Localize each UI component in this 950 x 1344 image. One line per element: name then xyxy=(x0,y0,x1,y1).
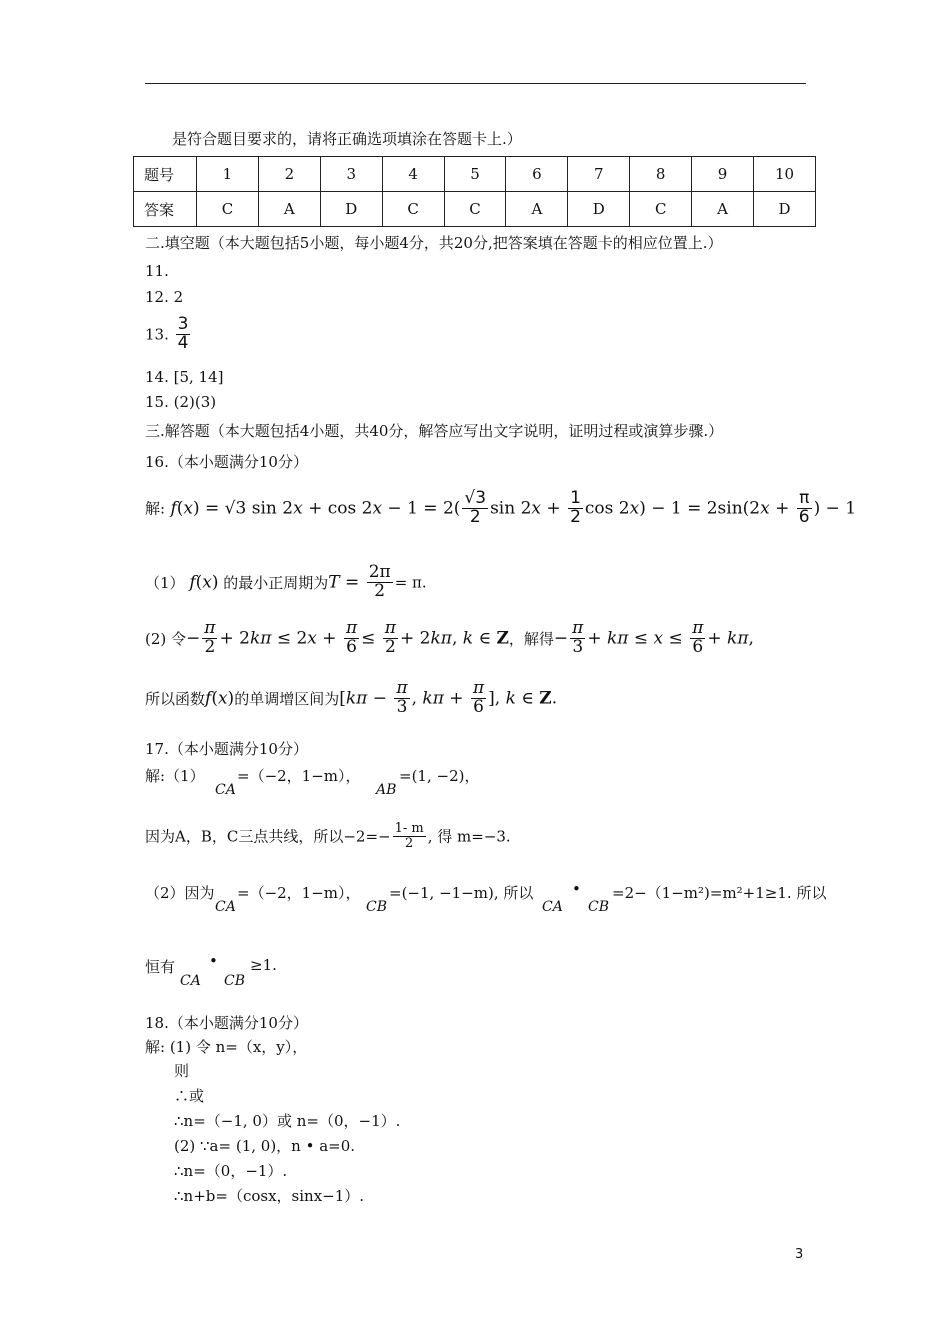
table-cell: D xyxy=(568,192,630,227)
vector-ca-label: CA xyxy=(180,973,201,989)
q17-line3-cb: =(−1, −1−m), 所以 xyxy=(389,884,534,902)
table-cell: C xyxy=(444,192,506,227)
fill-q11: 11. xyxy=(145,262,169,280)
fill-q13-fraction xyxy=(176,316,191,353)
fill-q15: 15. (2)(3) xyxy=(145,393,217,411)
table-cell: D xyxy=(320,192,382,227)
table-cell: A xyxy=(506,192,568,227)
table-cell: 10 xyxy=(754,157,816,192)
vector-cb-label: CB xyxy=(588,899,609,915)
q18-line: (2) ∵a= (1, 0)，n • a=0. xyxy=(174,1137,356,1155)
row-label-answer: 答案 xyxy=(134,192,197,227)
row-label-number: 题号 xyxy=(134,157,197,192)
vector-cb-label: CB xyxy=(366,899,387,915)
vector-ca-label: CA xyxy=(542,899,563,915)
vector-ab-label: AB xyxy=(376,782,397,798)
q16-part2: (2) 令− $\frac{\pi}{2}$ + 2kπ ≤ 2x + $\frac{\pi}{6}$ ≤ $\frac{\pi}{2}$ + 2kπ, k ∈ Z，解得− $\frac{\pi}{3}$ + kπ ≤ x ≤ $\frac{\pi}{6}$ + kπ, xyxy=(145,618,754,657)
fill-q12: 12. 2 xyxy=(145,288,184,306)
table-cell: 4 xyxy=(382,157,444,192)
fraction-numerator: 1- m xyxy=(394,821,424,836)
part1-prefix: （1） xyxy=(145,573,185,592)
q17-line1-prefix: 解:（1） xyxy=(145,767,205,785)
line2-suffix: , 得 m=−3. xyxy=(427,827,511,846)
fill-q13-label: 13. xyxy=(145,325,169,344)
q18-line: ∴或 xyxy=(174,1087,205,1105)
fraction-denominator: 4 xyxy=(177,332,189,353)
table-cell: 5 xyxy=(444,157,506,192)
q17-line4-suffix: ≥1. xyxy=(250,956,277,974)
dot-product-symbol: • xyxy=(209,952,218,970)
table-cell: A xyxy=(258,192,320,227)
table-cell: C xyxy=(630,192,692,227)
fraction-numerator: 3 xyxy=(177,314,189,334)
q18-line: ∴n+b=（cosx，sinx−1）. xyxy=(174,1187,365,1205)
q16-header: 16.（本小题满分10分） xyxy=(145,453,308,471)
table-cell: A xyxy=(692,192,754,227)
q18-header: 18.（本小题满分10分） xyxy=(145,1014,308,1032)
page-number: 3 xyxy=(795,1247,804,1262)
q18-line: ∴n=（−1, 0）或 n=（0，−1）. xyxy=(174,1112,401,1130)
q18-line: ∴n=（0，−1）. xyxy=(174,1162,288,1180)
q16-conclusion: 所以函数f(x)的单调增区间为[kπ − $\frac{\pi}{3}$ , kπ + $\frac{\pi}{6}$ ], k ∈ Z. xyxy=(145,678,558,717)
fill-q14: 14. [5, 14] xyxy=(145,368,224,386)
q17-line1-ab: =(1, −2)， xyxy=(399,767,480,785)
q18-line: 则 xyxy=(174,1062,190,1080)
table-cell: 3 xyxy=(320,157,382,192)
line2-prefix: 因为A，B，C三点共线，所以−2=− xyxy=(145,827,391,846)
table-cell: C xyxy=(382,192,444,227)
answer-table xyxy=(133,156,816,227)
section2-heading: 二.填空题（本大题包括5小题，每小题4分，共20分,把答案填在答题卡的相应位置上.） xyxy=(145,234,723,252)
table-row xyxy=(134,157,816,192)
header-rule xyxy=(145,83,806,84)
q17-line3-prefix: （2）因为 xyxy=(145,884,215,902)
q17-header: 17.（本小题满分10分） xyxy=(145,740,308,758)
table-cell: D xyxy=(754,192,816,227)
q17-line2 xyxy=(145,822,511,850)
q16-part1: （1） f(x) 的最小正周期为T = $\frac{2\pi}{2}$ = π. xyxy=(145,562,427,601)
conclusion-mid: 的单调增区间为 xyxy=(234,689,340,708)
table-cell: 6 xyxy=(506,157,568,192)
fraction-denominator: 2 xyxy=(405,835,414,851)
vector-ca-label: CA xyxy=(215,782,236,798)
q17-line3-ca: =（−2，1−m）， xyxy=(237,884,361,902)
vector-ca-label: CA xyxy=(215,899,236,915)
q17-line4-prefix: 恒有 xyxy=(145,958,176,976)
table-cell: 8 xyxy=(630,157,692,192)
conclusion-prefix: 所以函数 xyxy=(145,689,206,708)
q17-line1-ca: =（−2，1−m）， xyxy=(237,767,361,785)
fill-q13 xyxy=(145,316,192,353)
vector-cb-label: CB xyxy=(224,973,245,989)
table-row xyxy=(134,192,816,227)
table-cell: 9 xyxy=(692,157,754,192)
q17-line3-result: =2−（1−m²)=m²+1≥1. 所以 xyxy=(612,884,827,902)
table-cell: 2 xyxy=(258,157,320,192)
part2-prefix: (2) 令 xyxy=(145,629,187,648)
dot-product-symbol: • xyxy=(572,880,581,898)
section3-heading: 三.解答题（本大题包括4小题，共40分，解答应写出文字说明，证明过程或演算步骤.） xyxy=(145,422,724,440)
q16-formula: 解: f(x) = √3 sin 2x + cos 2x − 1 = 2( $\frac{√3}{2}$ sin 2x + $\frac{1}{2}$ cos 2x) − 1 = 2sin(2x + $\frac{\pi}{6}$ ) − 1 xyxy=(145,488,857,527)
table-cell: C xyxy=(197,192,259,227)
part1-text: 的最小正周期为 xyxy=(223,573,329,592)
table-cell: 7 xyxy=(568,157,630,192)
q18-line: 解: (1) 令 n=（x，y）， xyxy=(145,1038,308,1056)
solve-label: 解: xyxy=(145,499,166,518)
part2-mid: ，解得 xyxy=(508,629,554,648)
table-cell: 1 xyxy=(197,157,259,192)
intro-line: 是符合题目要求的，请将正确选项填涂在答题卡上.） xyxy=(172,130,522,148)
